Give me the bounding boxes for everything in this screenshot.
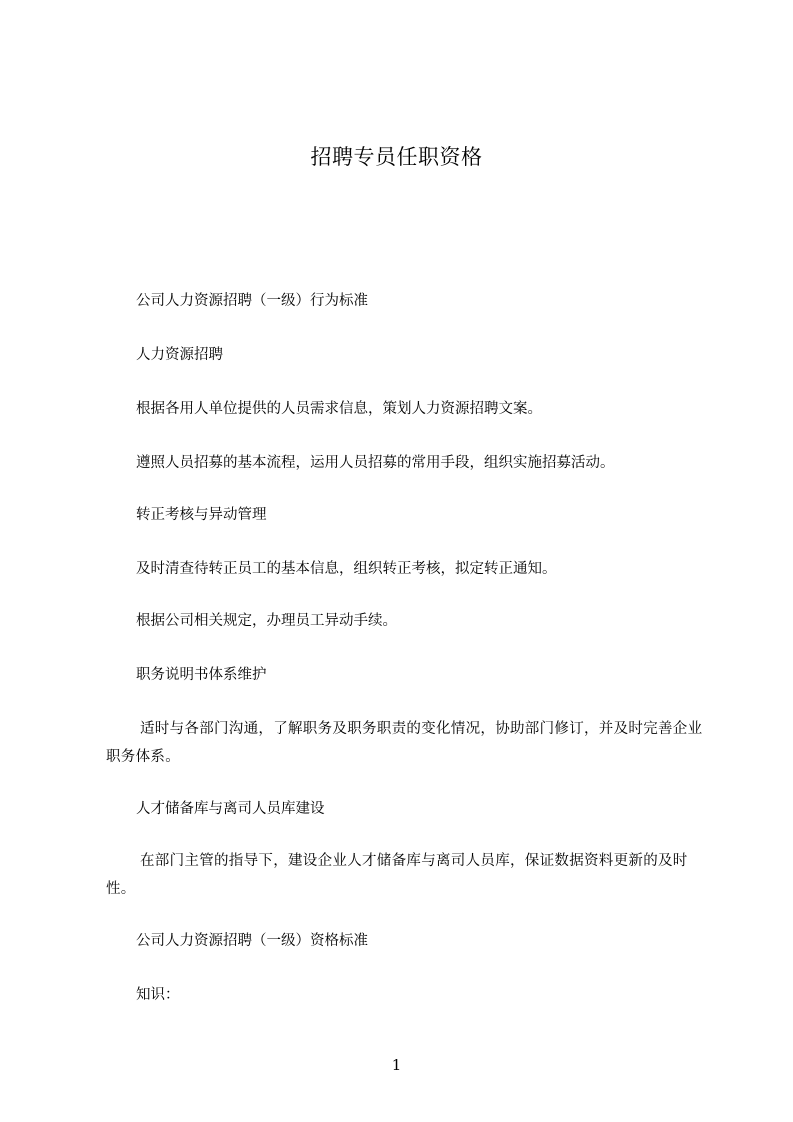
subheading-job-description: 职务说明书体系维护 — [136, 667, 267, 683]
paragraph-recruitment-activity: 遵照人员招募的基本流程，运用人员招募的常用手段，组织实施招募活动。 — [136, 455, 615, 471]
page-number: 1 — [391, 1056, 402, 1074]
paragraph-recruitment-plan: 根据各用人单位提供的人员需求信息，策划人力资源招聘文案。 — [136, 401, 542, 417]
subheading-knowledge: 知识： — [136, 987, 180, 1003]
paragraph-transfer-procedure: 根据公司相关规定，办理员工异动手续。 — [136, 613, 397, 629]
subheading-recruitment: 人力资源招聘 — [136, 347, 223, 363]
subheading-talent-pool: 人才储备库与离司人员库建设 — [136, 801, 325, 817]
section-heading-behavior-standard: 公司人力资源招聘（一级）行为标准 — [136, 293, 368, 309]
paragraph-talent-pool: 在部门主管的指导下，建设企业人才储备库与离司人员库，保证数据资料更新的及时性。 — [106, 853, 688, 897]
paragraph-regularization-check: 及时清查待转正员工的基本信息，组织转正考核，拟定转正通知。 — [136, 561, 557, 577]
section-heading-qualification-standard: 公司人力资源招聘（一级）资格标准 — [136, 933, 368, 949]
paragraph-job-description: 适时与各部门沟通，了解职务及职务职责的变化情况，协助部门修订，并及时完善企业职务体系。 — [106, 721, 703, 765]
document-title: 招聘专员任职资格 — [310, 145, 483, 169]
subheading-regularization: 转正考核与异动管理 — [136, 507, 267, 523]
